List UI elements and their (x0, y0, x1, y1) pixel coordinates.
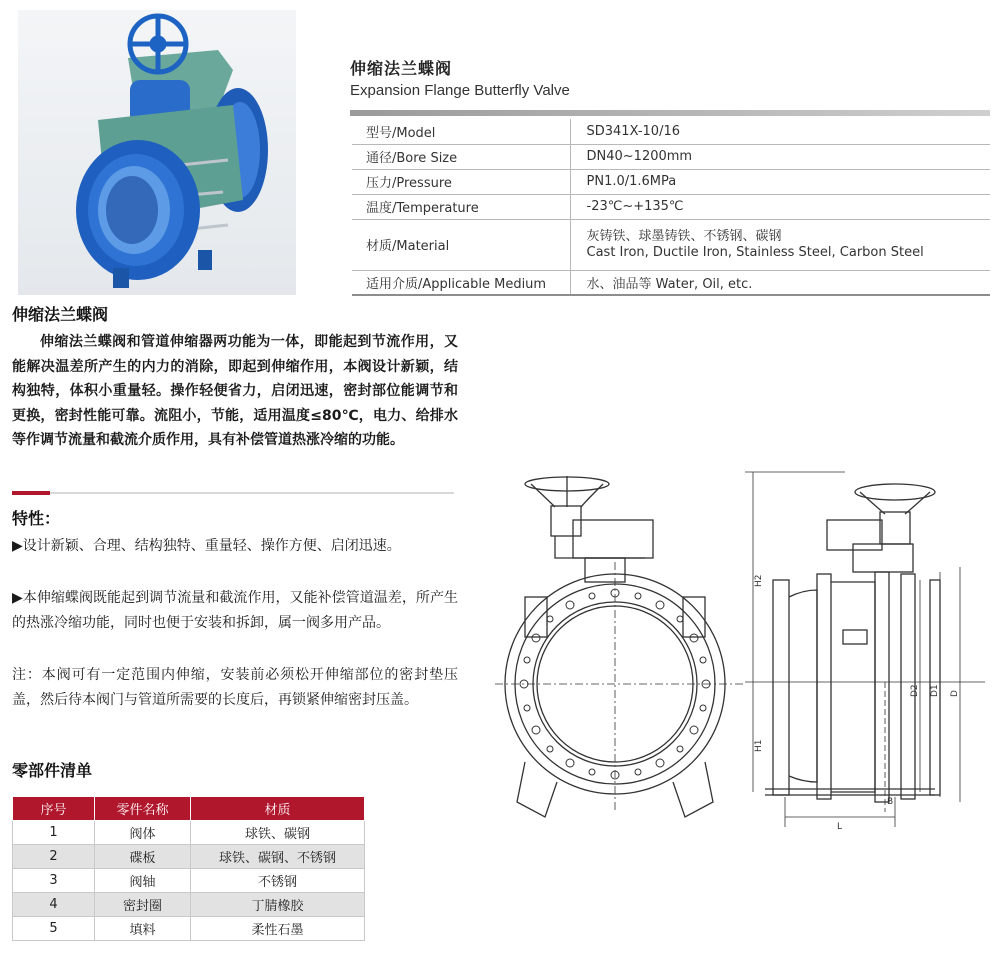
spec-row (352, 219, 990, 270)
spec-value: 水、油品等 Water, Oil, etc. (570, 270, 990, 295)
dim-label-d2: D2 (910, 684, 920, 697)
parts-header-cell: 材质 (191, 797, 365, 821)
section-divider (50, 492, 454, 494)
parts-table (12, 796, 365, 941)
dim-label-h2: H2 (754, 574, 764, 587)
feature-note: 注：本阀可有一定范围内伸缩，安装前必须松开伸缩部位的密封垫压盖，然后待本阀门与管道所需要的长度后，再锁紧伸缩密封压盖。 (12, 667, 458, 708)
part-no: 2 (13, 845, 95, 869)
part-name: 碟板 (95, 845, 191, 869)
spec-value: SD341X-10/16 (570, 119, 990, 144)
spec-row (352, 119, 990, 144)
product-title-en: Expansion Flange Butterfly Valve (350, 82, 570, 99)
parts-title: 零部件清单 (12, 761, 93, 780)
material-value-cn: 灰铸铁、球墨铸铁、不锈钢、碳钢 (586, 228, 782, 244)
valve-product-photo (18, 10, 296, 295)
dim-label-b: B (887, 797, 894, 807)
part-material: 球铁、碳钢、不锈钢 (191, 845, 365, 869)
parts-header-cell: 序号 (13, 797, 95, 821)
part-name: 密封圈 (95, 893, 191, 917)
intro-text: 伸缩法兰蝶阀和管道伸缩器两功能为一体，即能起到节流作用，又能解决温差所产生的内力的消除，即起到伸缩作用，本阀设计新颖，结构独特，体积小重量轻。操作轻便省力，启闭迅速，密封部位能调节和更换，密封性能可靠。流阻小，节能，适用温度≤80℃，电力、给排水等作调节流量和截流介质作用，具有补偿管道热涨冷缩的功能。 (12, 334, 458, 448)
dim-label-h1: H1 (754, 739, 764, 752)
part-no: 5 (13, 917, 95, 941)
part-name: 阀体 (95, 821, 191, 845)
table-row (13, 917, 365, 941)
part-material: 柔性石墨 (191, 917, 365, 941)
spec-key: 通径/Bore Size (352, 144, 570, 169)
spec-key: 适用介质/Applicable Medium (352, 270, 570, 295)
spec-key: 型号/Model (352, 119, 570, 144)
spec-row (352, 169, 990, 194)
spec-table (352, 119, 990, 296)
spec-row (352, 194, 990, 219)
feature-item: ▶设计新颖、合理、结构独特、重量轻、操作方便、启闭迅速。 (12, 538, 401, 554)
table-row (13, 821, 365, 845)
part-name: 填料 (95, 917, 191, 941)
feature-item: ▶本伸缩蝶阀既能起到调节流量和截流作用，又能补偿管道温差，所产生的热涨冷缩功能，同时也便于安装和拆卸，属一阀多用产品。 (12, 590, 458, 631)
spec-value (570, 219, 990, 270)
part-material: 球铁、碳钢 (191, 821, 365, 845)
handwheel-icon (130, 16, 186, 72)
spec-row (352, 270, 990, 295)
part-name: 阀轴 (95, 869, 191, 893)
dim-label-d: D (950, 690, 960, 697)
dim-label-d1: D1 (930, 684, 940, 697)
parts-header-cell: 零件名称 (95, 797, 191, 821)
spec-row (352, 144, 990, 169)
spec-key: 材质/Material (352, 219, 570, 270)
part-no: 3 (13, 869, 95, 893)
side-view-drawing (745, 462, 995, 842)
part-material: 不锈钢 (191, 869, 365, 893)
spec-value: DN40~1200mm (570, 144, 990, 169)
header-divider (350, 110, 990, 116)
features-title: 特性： (12, 509, 61, 528)
front-view-drawing (495, 462, 755, 832)
section-divider-accent (12, 491, 50, 495)
spec-value: -23℃~+135℃ (570, 194, 990, 219)
spec-key: 压力/Pressure (352, 169, 570, 194)
table-row (13, 869, 365, 893)
dim-label-l: L (837, 822, 843, 832)
product-title-cn: 伸缩法兰蝶阀 (350, 59, 453, 78)
spec-value: PN1.0/1.6MPa (570, 169, 990, 194)
material-value-en: Cast Iron, Ductile Iron, Stainless Steel, Carbon Steel (586, 244, 924, 260)
part-material: 丁腈橡胶 (191, 893, 365, 917)
parts-header-row (13, 797, 365, 821)
part-no: 1 (13, 821, 95, 845)
intro-title: 伸缩法兰蝶阀 (12, 305, 109, 324)
spec-key: 温度/Temperature (352, 194, 570, 219)
table-row (13, 893, 365, 917)
part-no: 4 (13, 893, 95, 917)
table-row (13, 845, 365, 869)
